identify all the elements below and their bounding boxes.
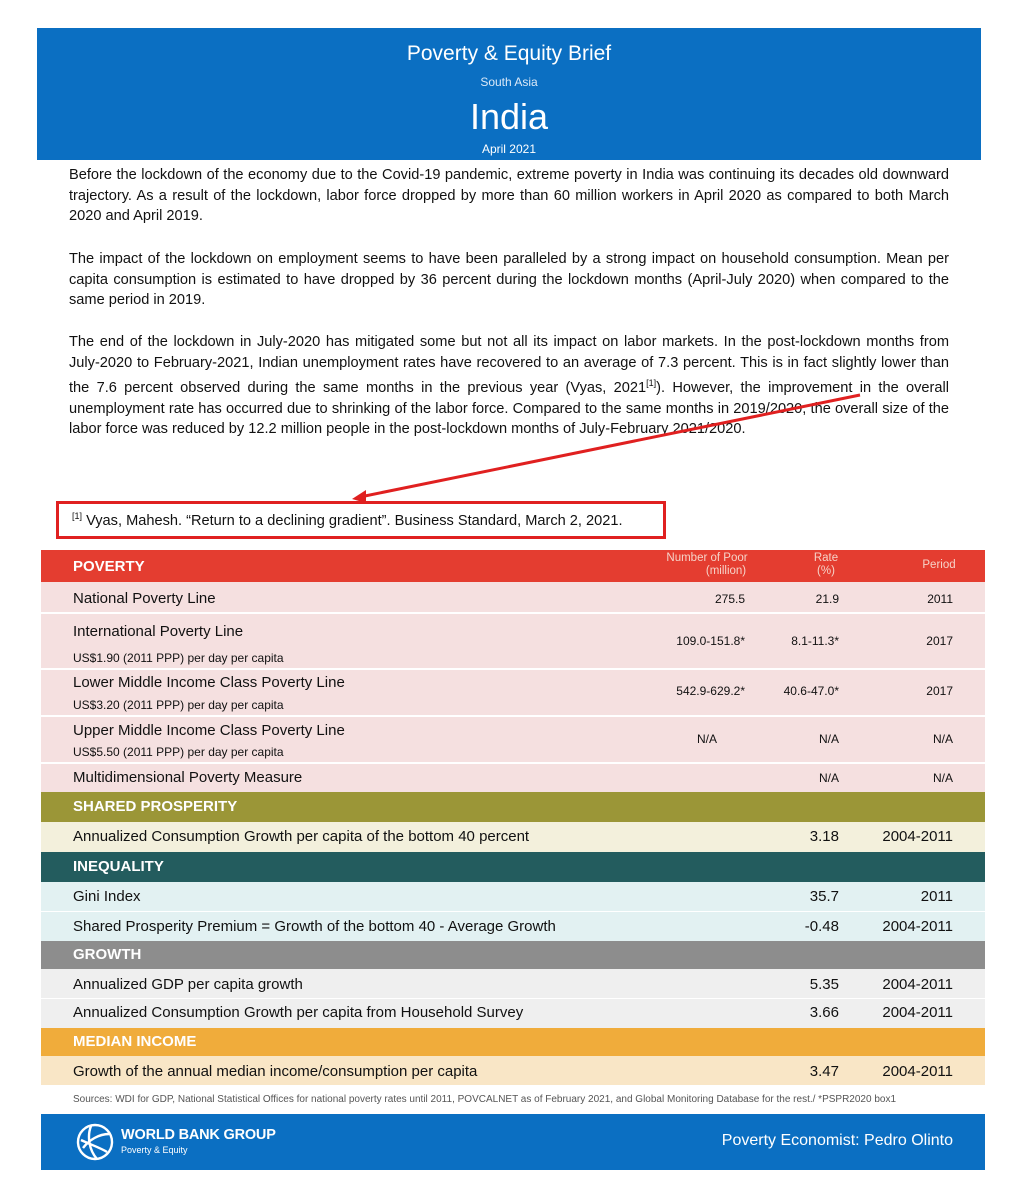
paragraph-3-part-a: The end of the lockdown in July-2020 has mitigated some but not all its impact on labor markets. In the post-lockdown months from July-2020 to February-2021, Indian unemployment rates have recovered to an average of 7.3 percent. This is in fact slightly lower than the 7.6 percent observed during the same months in the previous year (Vyas, 2021 bbox=[69, 334, 949, 397]
poverty-rate: 40.6-47.0* bbox=[783, 684, 839, 698]
inequality-value: -0.48 bbox=[804, 918, 839, 935]
growth-value: 5.35 bbox=[809, 976, 839, 993]
poverty-row-label: Multidimensional Poverty Measure bbox=[73, 769, 303, 786]
median-income-period: 2004-2011 bbox=[882, 1063, 953, 1080]
inequality-header bbox=[41, 852, 985, 882]
shared-prosperity-title: SHARED PROSPERITY bbox=[73, 798, 238, 815]
poverty-number: 275.5 bbox=[714, 592, 745, 606]
inequality-period: 2004-2011 bbox=[882, 918, 953, 935]
col-rate: Rate (%) bbox=[813, 552, 839, 577]
poverty-row-sublabel: US$5.50 (2011 PPP) per day per capita bbox=[73, 745, 284, 759]
poverty-period: N/A bbox=[932, 771, 953, 785]
shared-prosperity-row bbox=[41, 822, 985, 852]
poverty-rate: N/A bbox=[818, 771, 839, 785]
growth-row bbox=[41, 969, 985, 998]
region-label: South Asia bbox=[480, 75, 538, 89]
inequality-row bbox=[41, 912, 985, 941]
footnote-text: Vyas, Mahesh. “Return to a declining gradient”. Business Standard, March 2, 2021. bbox=[82, 512, 623, 529]
poverty-number: 109.0-151.8* bbox=[676, 634, 745, 648]
inequality-title: INEQUALITY bbox=[73, 858, 164, 875]
economist-credit: Poverty Economist: Pedro Olinto bbox=[721, 1132, 953, 1149]
poverty-row-label: Lower Middle Income Class Poverty Line bbox=[73, 674, 345, 691]
row-divider bbox=[41, 612, 985, 614]
poverty-period: 2017 bbox=[926, 684, 953, 698]
col-period: Period bbox=[922, 559, 956, 571]
row-divider bbox=[41, 762, 985, 764]
growth-value: 3.66 bbox=[809, 1004, 839, 1021]
poverty-period: 2017 bbox=[926, 634, 953, 648]
country-title: India bbox=[469, 96, 549, 137]
org-name: WORLD BANK GROUP bbox=[121, 1127, 276, 1143]
median-income-header bbox=[41, 1028, 985, 1056]
poverty-row-label: International Poverty Line bbox=[73, 623, 244, 640]
poverty-period: N/A bbox=[932, 732, 953, 746]
shared-prosperity-value: 3.18 bbox=[809, 828, 839, 845]
growth-header bbox=[41, 941, 985, 969]
org-subtitle: Poverty & Equity bbox=[121, 1145, 188, 1155]
shared-prosperity-header bbox=[41, 792, 985, 822]
shared-prosperity-period: 2004-2011 bbox=[882, 828, 953, 845]
inequality-label: Gini Index bbox=[73, 888, 141, 905]
poverty-rate: 8.1-11.3* bbox=[791, 634, 839, 648]
poverty-row-sublabel: US$3.20 (2011 PPP) per day per capita bbox=[73, 698, 284, 712]
growth-label: Annualized Consumption Growth per capita from Household Survey bbox=[73, 1004, 524, 1021]
paragraph-2: The impact of the lockdown on employment seems to have been paralleled by a strong impact on household consumption. Mean per capita consumption is estimated to have dropped by 36 percent during the lockdown months (April-July 2020) when compared to the same period in 2019. bbox=[69, 251, 949, 309]
poverty-row-sublabel: US$1.90 (2011 PPP) per day per capita bbox=[73, 651, 284, 665]
row-divider bbox=[41, 668, 985, 670]
paragraph-3-part-b: ). However, the improvement in the overall unemployment rate has occurred due to shrinking of the labor force. Compared to the same months in 2019/2020, the overall size of the labor force was reduced by 12.2 million people in the post-lockdown months of July-February 2021/2020. bbox=[69, 380, 949, 438]
poverty-number: 542.9-629.2* bbox=[676, 684, 745, 698]
poverty-rate: N/A bbox=[818, 732, 839, 746]
growth-label: Annualized GDP per capita growth bbox=[73, 976, 303, 993]
poverty-rate: 21.9 bbox=[815, 592, 839, 606]
poverty-number: N/A bbox=[696, 732, 717, 746]
inequality-value: 35.7 bbox=[809, 888, 839, 905]
median-income-title: MEDIAN INCOME bbox=[73, 1033, 197, 1050]
footnote-reference[interactable]: [1] bbox=[646, 378, 657, 389]
footnote-marker: [1] bbox=[72, 511, 83, 521]
world-bank-globe-icon bbox=[75, 1122, 115, 1162]
poverty-period: 2011 bbox=[927, 592, 953, 606]
growth-period: 2004-2011 bbox=[882, 976, 953, 993]
growth-title: GROWTH bbox=[73, 946, 142, 963]
inequality-row bbox=[41, 882, 985, 911]
sources-note: Sources: WDI for GDP, National Statistical Offices for national poverty rates until 2011, POVCALNET as of February 2021, and Global Monitoring Database for the rest./ *PSPR2020 box1 bbox=[73, 1094, 897, 1105]
poverty-header bbox=[41, 550, 985, 582]
inequality-label: Shared Prosperity Premium = Growth of the bottom 40 - Average Growth bbox=[73, 918, 556, 935]
paragraph-1: Before the lockdown of the economy due to the Covid-19 pandemic, extreme poverty in India was continuing its decades old downward trajectory. As a result of the lockdown, labor force dropped by more than 60 million workers in April 2020 as compared to both March 2020 and April 2019. bbox=[69, 167, 949, 225]
poverty-row-label: Upper Middle Income Class Poverty Line bbox=[73, 722, 345, 739]
median-income-label: Growth of the annual median income/consumption per capita bbox=[73, 1063, 478, 1080]
poverty-row-label: National Poverty Line bbox=[73, 590, 216, 607]
inequality-period: 2011 bbox=[920, 888, 953, 905]
footer-banner bbox=[41, 1114, 985, 1170]
brief-date: April 2021 bbox=[481, 142, 537, 156]
poverty-title: POVERTY bbox=[73, 558, 145, 575]
median-income-value: 3.47 bbox=[809, 1063, 839, 1080]
footnote bbox=[72, 511, 623, 529]
brief-title: Poverty & Equity Brief bbox=[406, 42, 612, 65]
growth-row bbox=[41, 999, 985, 1028]
col-number-of-poor: Number of Poor (million) bbox=[666, 552, 748, 577]
row-divider bbox=[41, 715, 985, 717]
median-income-row bbox=[41, 1056, 985, 1085]
shared-prosperity-label: Annualized Consumption Growth per capita of the bottom 40 percent bbox=[73, 828, 530, 845]
poverty-table bbox=[41, 582, 985, 810]
growth-period: 2004-2011 bbox=[882, 1004, 953, 1021]
